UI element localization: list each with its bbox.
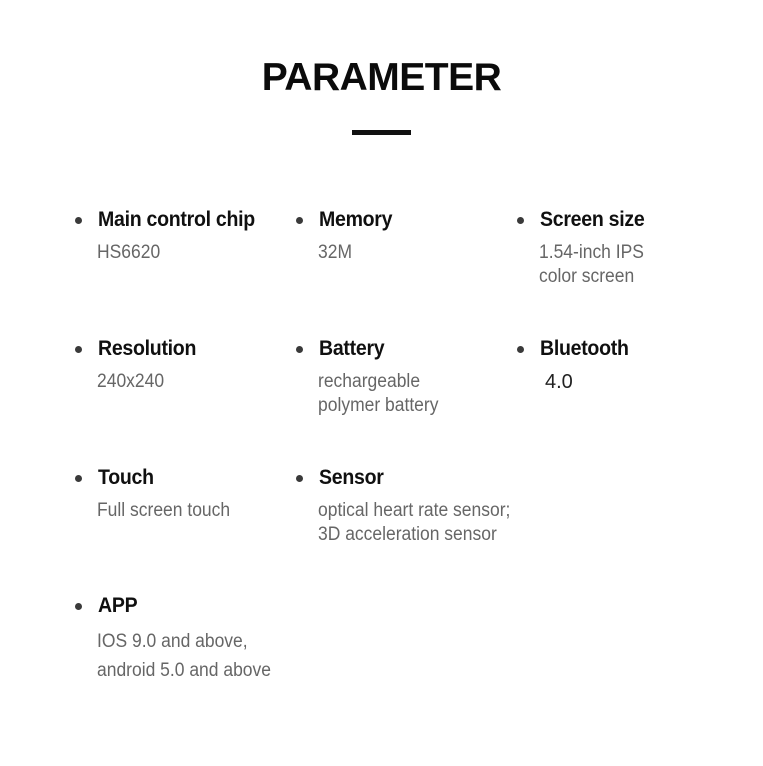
- spec-value: 240x240: [97, 371, 165, 392]
- spec-value: IOS 9.0 and above, android 5.0 and above: [97, 631, 271, 681]
- bullet-icon: [75, 217, 82, 224]
- page-title: PARAMETER: [261, 56, 502, 99]
- bullet-icon: [517, 346, 524, 353]
- bullet-icon: [517, 217, 524, 224]
- spec-value: rechargeable polymer battery: [318, 371, 439, 416]
- spec-label: Sensor: [319, 466, 384, 489]
- bullet-icon: [75, 346, 82, 353]
- spec-value: Full screen touch: [97, 500, 231, 521]
- bullet-icon: [75, 603, 82, 610]
- spec-label: Battery: [319, 337, 385, 360]
- spec-label: Touch: [98, 466, 154, 489]
- spec-label: APP: [98, 594, 138, 617]
- bullet-icon: [296, 217, 303, 224]
- spec-label: Main control chip: [98, 208, 255, 231]
- spec-label: Resolution: [98, 337, 197, 360]
- title-underline: [352, 130, 411, 135]
- spec-value: 32M: [318, 242, 353, 263]
- spec-label: Memory: [319, 208, 393, 231]
- spec-label: Bluetooth: [540, 337, 629, 360]
- bullet-icon: [296, 475, 303, 482]
- spec-value: optical heart rate sensor; 3D acceleration sensor: [318, 500, 511, 545]
- spec-label: Screen size: [540, 208, 645, 231]
- spec-value: 4.0: [545, 371, 573, 393]
- bullet-icon: [296, 346, 303, 353]
- bullet-icon: [75, 475, 82, 482]
- spec-value: 1.54-inch IPS color screen: [539, 242, 644, 287]
- spec-value: HS6620: [97, 242, 161, 263]
